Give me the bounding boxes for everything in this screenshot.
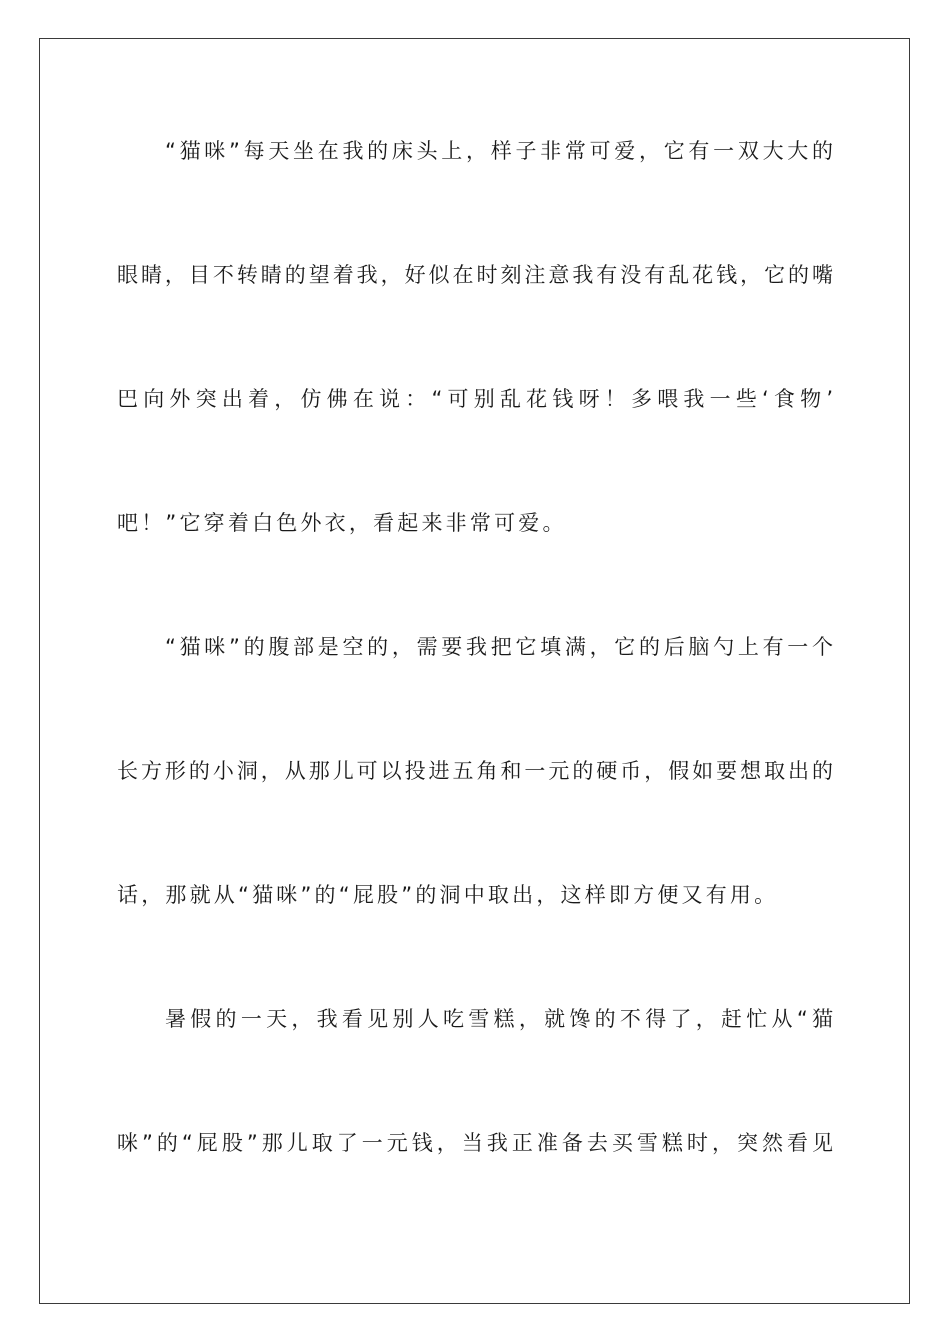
paragraph-1-line-4: 吧！”它穿着白色外衣，看起来非常可爱。: [117, 511, 567, 535]
paragraph-2-line-2: 长方形的小洞，从那儿可以投进五角和一元的硬币，假如要想取出的: [117, 759, 833, 783]
paragraph-1-line-3: 巴向外突出着，仿佛在说：“可别乱花钱呀！多喂我一些‘食物’: [117, 387, 833, 411]
paragraph-3-line-1: 暑假的一天，我看见别人吃雪糕，就馋的不得了，赶忙从“猫: [165, 1007, 833, 1031]
paragraph-2-line-1: “猫咪”的腹部是空的，需要我把它填满，它的后脑勺上有一个: [165, 635, 833, 659]
paragraph-1-line-1: “猫咪”每天坐在我的床头上，样子非常可爱，它有一双大大的: [165, 139, 833, 163]
paragraph-1-line-2: 眼睛，目不转睛的望着我，好似在时刻注意我有没有乱花钱，它的嘴: [117, 263, 833, 287]
paragraph-2-line-3: 话，那就从“猫咪”的“屁股”的洞中取出，这样即方便又有用。: [117, 883, 779, 907]
paragraph-3-line-2: 咪”的“屁股”那儿取了一元钱，当我正准备去买雪糕时，突然看见: [117, 1131, 833, 1155]
page-border: [39, 38, 910, 1304]
